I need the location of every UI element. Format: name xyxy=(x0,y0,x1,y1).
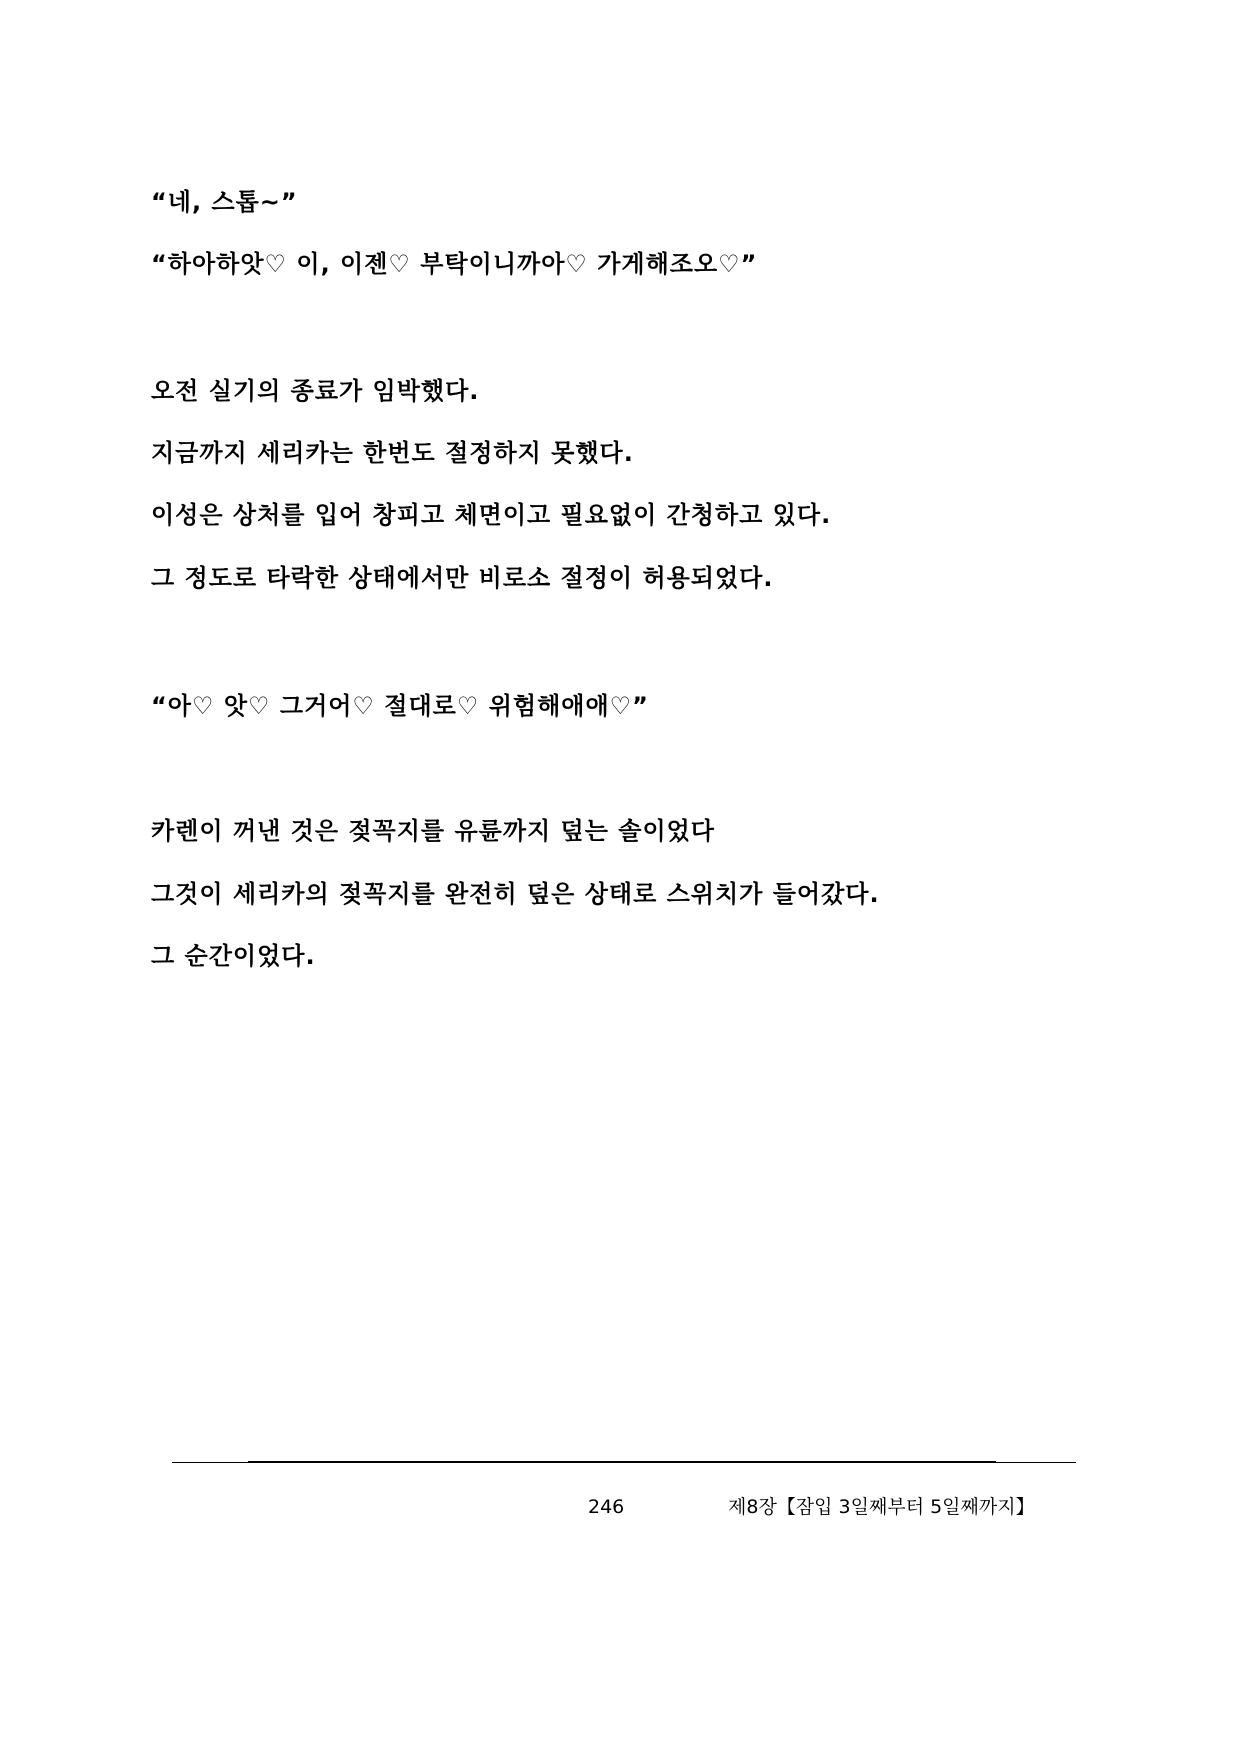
running-chapter-title: 제8장【잠입 3일째부터 5일째까지】 xyxy=(728,1496,1035,1518)
body-line-5: 이성은 상처를 입어 창피고 체면이고 필요없이 간청하고 있다. xyxy=(151,501,832,529)
body-line-10: 그 순간이었다. xyxy=(151,942,316,970)
body-line-1: “네, 스톱~” xyxy=(151,188,298,216)
body-line-4: 지금까지 세리카는 한번도 절정하지 못했다. xyxy=(151,439,634,467)
body-line-9: 그것이 세리카의 젖꼭지를 완전히 덮은 상태로 스위치가 들어갔다. xyxy=(151,880,880,908)
body-line-2: “하아하앗♡ 이, 이젠♡ 부탁이니까아♡ 가게해조오♡” xyxy=(151,250,758,278)
footer-rule-thick xyxy=(248,1461,996,1463)
body-line-7: “아♡ 앗♡ 그거어♡ 절대로♡ 위험해애애♡” xyxy=(151,692,649,720)
body-line-3: 오전 실기의 종료가 임박했다. xyxy=(151,377,480,405)
body-line-6: 그 정도로 타락한 상태에서만 비로소 절정이 허용되었다. xyxy=(151,564,774,592)
page-number: 246 xyxy=(588,1496,625,1518)
body-line-8: 카렌이 꺼낸 것은 젖꼭지를 유륜까지 덮는 솔이었다 xyxy=(151,817,715,845)
